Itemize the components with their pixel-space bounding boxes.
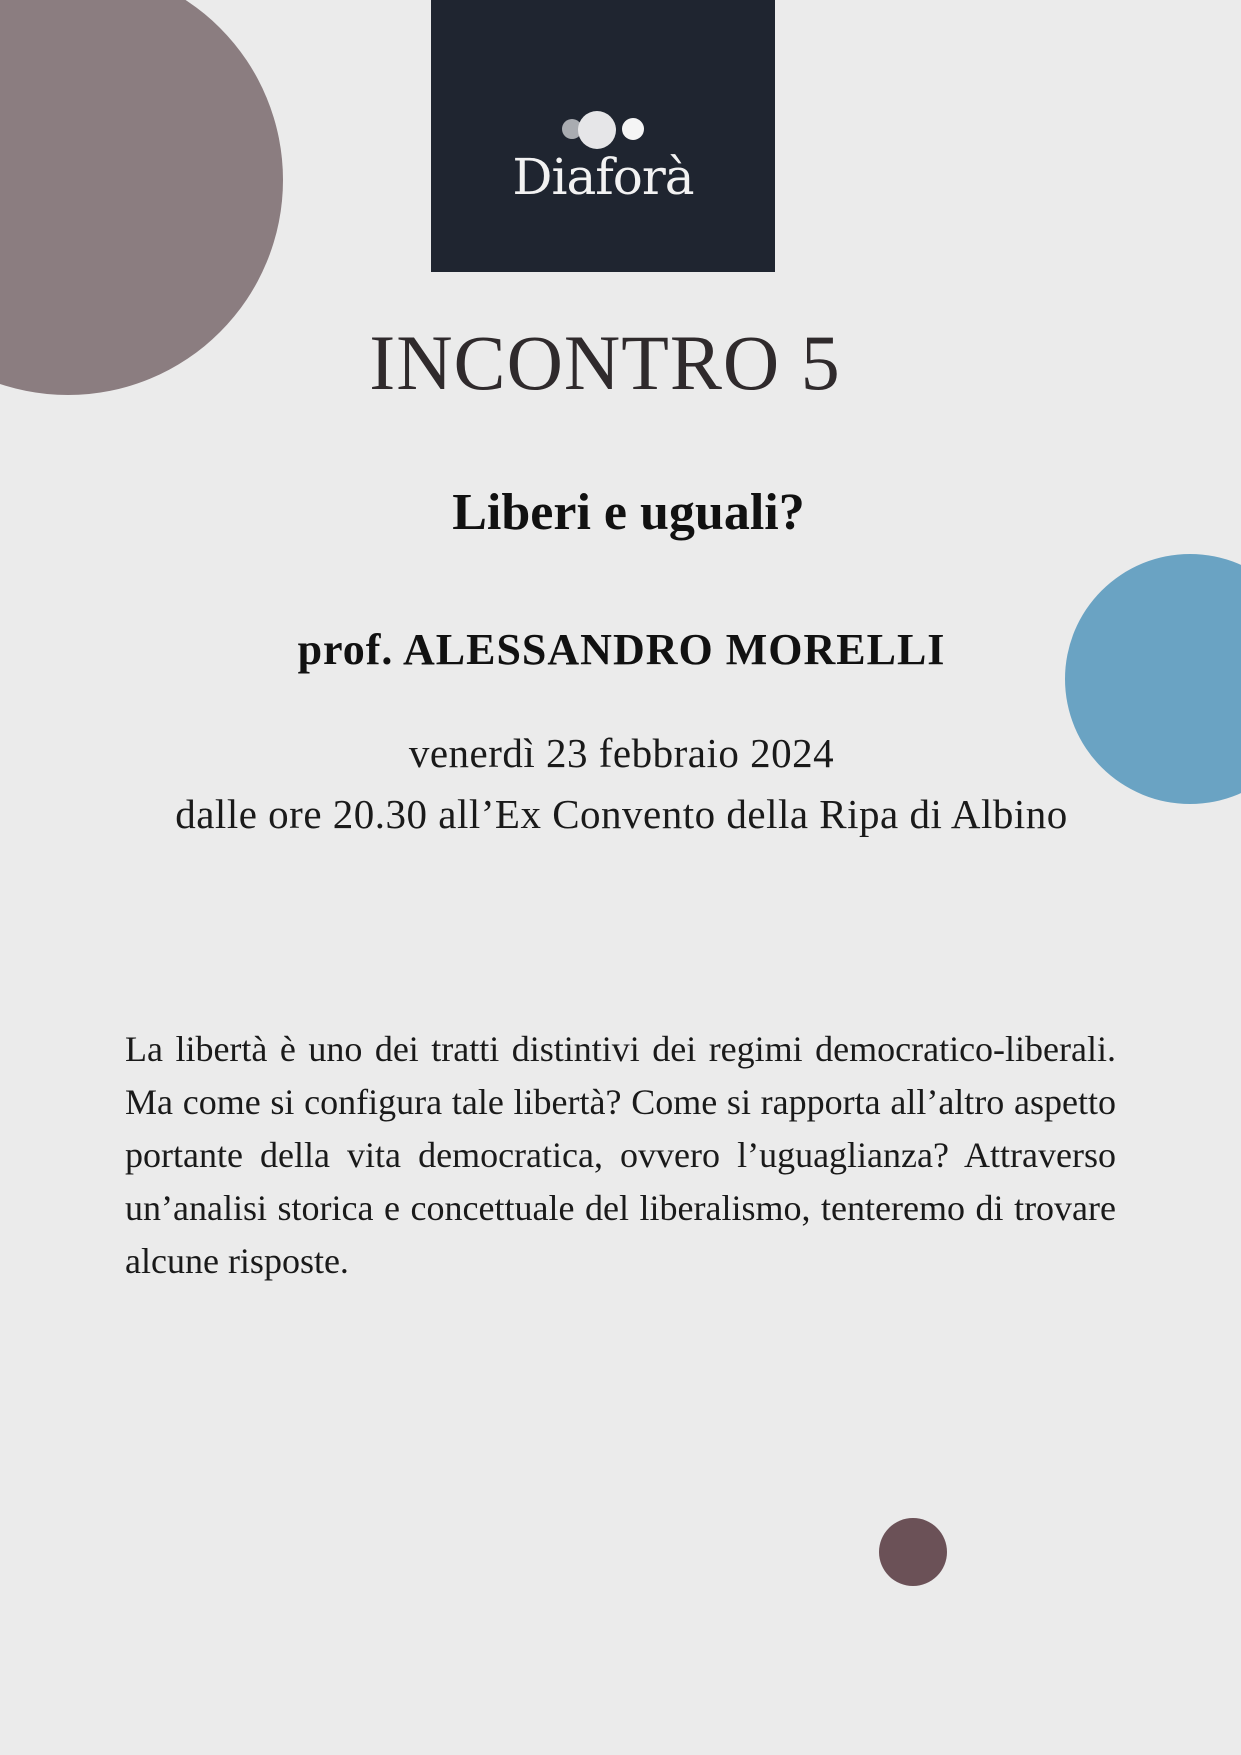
event-time-place: dalle ore 20.30 all’Ex Convento della Ripa di Albino — [175, 791, 1068, 837]
logo-dot — [622, 118, 644, 140]
logo-wordmark: Diaforà — [512, 148, 694, 206]
logo-block — [431, 0, 775, 272]
event-subtitle: Liberi e uguali? — [452, 484, 805, 541]
event-title: INCONTRO 5 — [369, 319, 841, 406]
speaker-name: prof. ALESSANDRO MORELLI — [297, 625, 946, 674]
event-date: venerdì 23 febbraio 2024 — [408, 730, 835, 776]
decorative-plum-dot — [879, 1518, 947, 1586]
logo-dot — [578, 111, 616, 149]
event-description: La libertà è uno dei tratti distintivi dei regimi democratico-liberali. Ma come si configura tale libertà? Come si rapporta all’altro aspetto portante della vita democratica, ovvero l’uguaglianza? Attraverso un’analisi storica e concettuale del liberalismo, tenteremo di trovare alcune risposte. — [125, 1029, 1116, 1281]
